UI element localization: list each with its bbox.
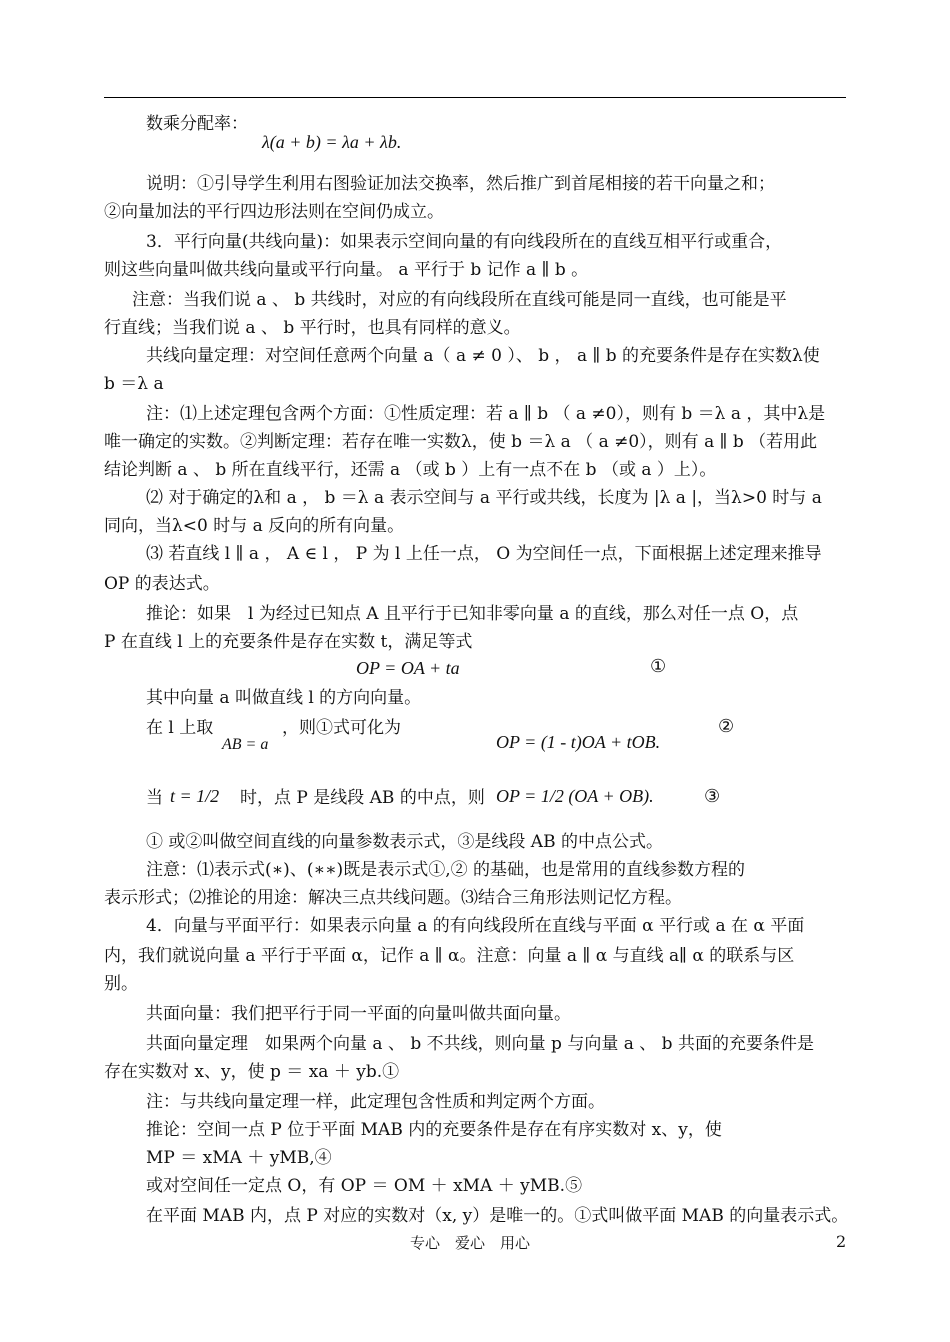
text-line: 说明：①引导学生利用右图验证加法交换率，然后推广到首尾相接的若干向量之和；	[146, 174, 775, 194]
text-line: 其中向量 a 叫做直线 l 的方向向量。	[146, 688, 422, 708]
text-line: 表示形式；⑵推论的用途：解决三点共线问题。⑶结合三角形法则记忆方程。	[104, 888, 682, 908]
text-line: 推论：空间一点 P 位于平面 MAB 内的充要条件是存在有序实数对 x、y，使	[146, 1120, 722, 1140]
text-line: P 在直线 l 上的充要条件是存在实数 t，满足等式	[104, 632, 473, 652]
equation-1-number: ①	[650, 656, 667, 677]
text-line: 同向，当λ<0 时与 a 反向的所有向量。	[104, 516, 405, 536]
text-line: 内，我们就说向量 a 平行于平面 α，记作 a ∥ α。注意：向量 a ∥ α 与直线 a∥ α 的联系与区	[104, 946, 795, 966]
header-rule	[104, 97, 846, 98]
text-line: 在平面 MAB 内，点 P 对应的实数对（x, y）是唯一的。①式叫做平面 MAB 的向量表示式。	[146, 1206, 849, 1226]
text-line: 数乘分配率：	[146, 114, 248, 134]
page-number: 2	[836, 1232, 847, 1251]
text-line: 注：与共线向量定理一样，此定理包含性质和判定两个方面。	[146, 1092, 605, 1112]
text-line: ⑶ 若直线 l ∥ a ， A ∈ l ， P 为 l 上任一点， O 为空间任一点，下面根据上述定理来推导	[146, 544, 822, 564]
equation-2-number: ②	[718, 716, 735, 737]
equation-distributive: λ(a + b) = λa + λb.	[262, 132, 402, 152]
equation-3-number: ③	[704, 786, 721, 807]
text-line: 别。	[104, 974, 138, 994]
text-line: 或对空间任一定点 O，有 OP ＝ OM ＋ xMA ＋ yMB.⑤	[146, 1176, 583, 1196]
equation-2: OP = (1 - t)OA + tOB.	[496, 732, 661, 752]
text-line: 在 l 上取	[146, 718, 214, 738]
text-line: 共面向量：我们把平行于同一平面的向量叫做共面向量。	[146, 1004, 571, 1024]
text-line: ⑵ 对于确定的λ和 a ， b ＝λ a 表示空间与 a 平行或共线，长度为 |λ a |，当λ>0 时与 a	[146, 488, 822, 508]
text-line: 3．平行向量(共线向量)：如果表示空间向量的有向线段所在的直线互相平行或重合，	[146, 232, 783, 252]
text-line: 推论：如果 l 为经过已知点 A 且平行于已知非零向量 a 的直线，那么对任一点 O，点	[146, 604, 799, 624]
footer-text: 专心 爱心 用心	[410, 1234, 531, 1252]
text-line: 注意：⑴表示式(∗)、(∗∗)既是表示式①,② 的基础，也是常用的直线参数方程的	[146, 860, 745, 880]
text-line: ②向量加法的平行四边形法则在空间仍成立。	[104, 202, 444, 222]
text-line: MP ＝ xMA ＋ yMB,④	[146, 1148, 332, 1168]
equation-1: OP = OA + ta	[356, 658, 460, 678]
text-line: 当	[146, 788, 163, 808]
text-line: 时，点 P 是线段 AB 的中点，则	[240, 788, 485, 808]
text-line: 共面向量定理 如果两个向量 a 、 b 不共线，则向量 p 与向量 a 、 b 共面的充要条件是	[146, 1034, 814, 1054]
text-line: 共线向量定理：对空间任意两个向量 a（ a ≠ 0 ）、 b ， a ∥ b 的充要条件是存在实数λ使	[146, 346, 820, 366]
text-line: ，则①式可化为	[282, 718, 401, 738]
text-line: b ＝λ a	[104, 374, 164, 394]
text-line: 结论判断 a 、 b 所在直线平行，还需 a （或 b ）上有一点不在 b （或 a ）上）。	[104, 460, 717, 480]
equation-ab: AB = a	[222, 736, 269, 753]
equation-3: OP = 1/2 (OA + OB).	[496, 786, 654, 806]
text-line: 行直线；当我们说 a 、 b 平行时，也具有同样的意义。	[104, 318, 521, 338]
text-line: 则这些向量叫做共线向量或平行向量。 a 平行于 b 记作 a ∥ b 。	[104, 260, 589, 280]
text-line: 注意：当我们说 a 、 b 共线时，对应的有向线段所在直线可能是同一直线，也可能是平	[132, 290, 787, 310]
text-line: 注：⑴上述定理包含两个方面：①性质定理：若 a ∥ b （ a ≠0），则有 b ＝λ a ，其中λ是	[146, 404, 826, 424]
text-line: OP 的表达式。	[104, 574, 220, 594]
t-half: t = 1/2	[170, 786, 220, 806]
text-line: 存在实数对 x、y，使 p ＝ xa ＋ yb.①	[104, 1062, 400, 1082]
text-line: ① 或②叫做空间直线的向量参数表示式，③是线段 AB 的中点公式。	[146, 832, 663, 852]
text-line: 唯一确定的实数。②判断定理：若存在唯一实数λ，使 b ＝λ a （ a ≠0），则有 a ∥ b （若用此	[104, 432, 818, 452]
text-line: 4．向量与平面平行：如果表示向量 a 的有向线段所在直线与平面 α 平行或 a 在 α 平面	[146, 916, 805, 936]
